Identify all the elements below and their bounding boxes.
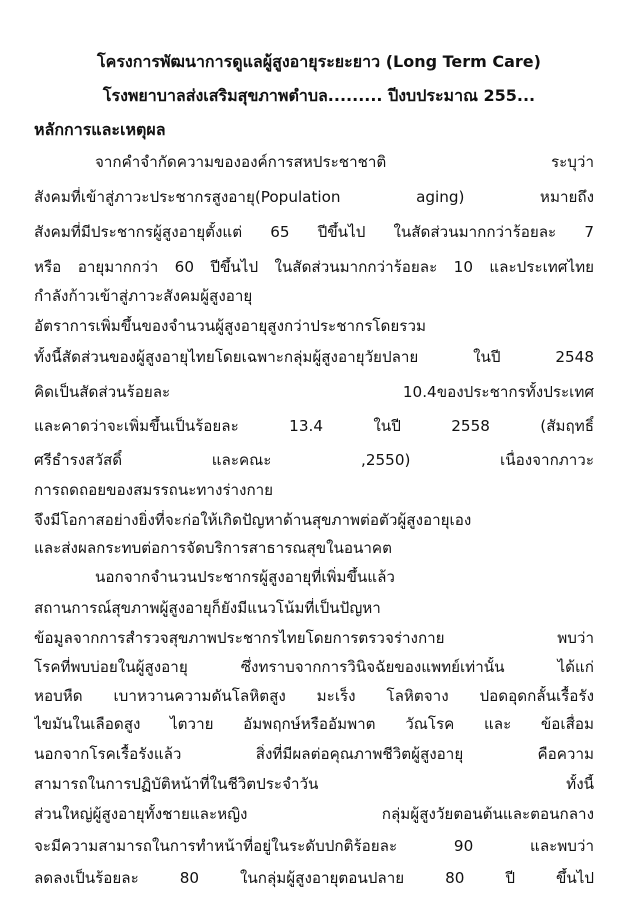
- paragraph-2-line: ส่วนใหญ่ผู้สูงอายุทั้งชายและหญิง กลุ่มผู้สูงวัยตอนต้นและตอนกลาง: [34, 805, 594, 823]
- paragraph-2-line: โรคที่พบบ่อยในผู้สูงอายุ ซึ่งทราบจากการวินิจฉัยของแพทย์เท่านั้น ได้แก่: [34, 658, 594, 676]
- paragraph-2-line: นอกจากจำนวนประชากรผู้สูงอายุที่เพิ่มขึ้นแล้ว: [95, 568, 395, 586]
- paragraph-1-line: หรือ อายุมากกว่า 60 ปีขึ้นไป ในสัดส่วนมากกว่าร้อยละ 10 และประเทศไทย: [34, 258, 594, 276]
- paragraph-1-line: อัตราการเพิ่มขึ้นของจำนวนผู้สูงอายุสูงกว่าประชากรโดยรวม: [34, 317, 426, 335]
- paragraph-2-line: สถานการณ์สุขภาพผู้สูงอายุก็ยังมีแนวโน้มที่เป็นปัญหา: [34, 599, 381, 617]
- paragraph-1-line: การถดถอยของสมรรถนะทางร่างกาย: [34, 481, 274, 499]
- paragraph-2-line: ลดลงเป็นร้อยละ 80 ในกลุ่มผู้สูงอายุตอนปลาย 80 ปี ขึ้นไป: [34, 869, 594, 887]
- document-title-line-2: โรงพยาบาลส่งเสริมสุขภาพตำบล......... ปีงบประมาณ 255...: [102, 86, 536, 105]
- paragraph-1-line: ศรีธำรงสวัสดิ์ และคณะ ,2550) เนื่องจากภาวะ: [34, 451, 594, 469]
- paragraph-1-line: สังคมที่มีประชากรผู้สูงอายุตั้งแต่ 65 ปีขึ้นไป ในสัดส่วนมากกว่าร้อยละ 7: [34, 223, 594, 241]
- paragraph-2-line: นอกจากโรคเรื้อรังแล้ว สิ่งที่มีผลต่อคุณภาพชีวิตผู้สูงอายุ คือความ: [34, 745, 594, 763]
- paragraph-1-line: ทั้งนี้สัดส่วนของผู้สูงอายุไทยโดยเฉพาะกลุ่มผู้สูงอายุวัยปลาย ในปี 2548: [34, 348, 594, 366]
- paragraph-1-line: และส่งผลกระทบต่อการจัดบริการสาธารณสุขในอนาคต: [34, 539, 392, 557]
- paragraph-2-line: ข้อมูลจากการสำรวจสุขภาพประชากรไทยโดยการตรวจร่างกาย พบว่า: [34, 629, 594, 647]
- paragraph-1-line: คิดเป็นสัดส่วนร้อยละ 10.4ของประชากรทั้งประเทศ: [34, 383, 594, 401]
- paragraph-2-line: หอบหืด เบาหวานความดันโลหิตสูง มะเร็ง โลหิตจาง ปอดอุดกลั้นเรื้อรัง: [34, 687, 594, 705]
- paragraph-1-line: จากคำจำกัดความขององค์การสหประชาชาติ ระบุว่า: [95, 153, 594, 171]
- document-title-line-1: โครงการพัฒนาการดูแลผู้สูงอายุระยะยาว (Long Term Care): [97, 52, 541, 71]
- paragraph-2-line: ไขมันในเลือดสูง ไตวาย อัมพฤกษ์หรืออัมพาต วัณโรค และ ข้อเสื่อม: [34, 715, 594, 733]
- paragraph-1-line: จึงมีโอกาสอย่างยิ่งที่จะก่อให้เกิดปัญหาด้านสุขภาพต่อตัวผู้สูงอายุเอง: [34, 511, 472, 529]
- paragraph-2-line: สามารถในการปฏิบัติหน้าที่ในชีวิตประจำวัน ทั้งนี้: [34, 775, 594, 793]
- paragraph-1-line: กำลังก้าวเข้าสู่ภาวะสังคมผู้สูงอายุ: [34, 287, 253, 305]
- paragraph-2-line: จะมีความสามารถในการทำหน้าที่อยู่ในระดับปกติร้อยละ 90 และพบว่า: [34, 837, 594, 855]
- section-heading: หลักการและเหตุผล: [34, 120, 166, 139]
- paragraph-1-line: และคาดว่าจะเพิ่มขึ้นเป็นร้อยละ 13.4 ในปี 2558 (สัมฤทธิ์: [34, 417, 594, 435]
- paragraph-1-line: สังคมที่เข้าสู่ภาวะประชากรสูงอายุ(Population aging) หมายถึง: [34, 188, 594, 206]
